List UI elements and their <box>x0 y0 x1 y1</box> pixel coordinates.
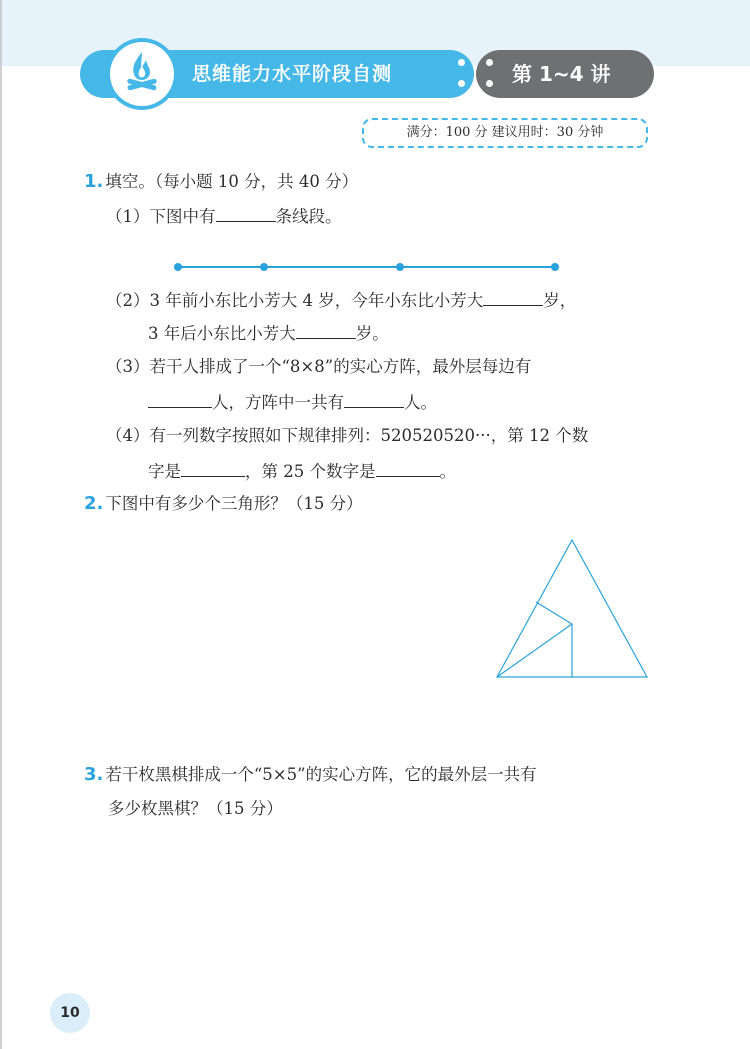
answer-blank[interactable] <box>483 287 543 306</box>
answer-blank[interactable] <box>216 203 276 222</box>
question-text: 下图中有多少个三角形？（15 分） <box>105 494 363 513</box>
part-text: 岁。 <box>355 324 389 343</box>
question-number: 3. <box>84 764 104 785</box>
part-text: 。 <box>439 462 456 481</box>
question-number: 2. <box>84 493 104 514</box>
question-2-title <box>84 492 363 516</box>
header-dot <box>458 59 465 66</box>
header-dot <box>458 80 465 87</box>
page-number: 10 <box>50 993 90 1033</box>
part-text: （4）有一列数字按照如下规律排列：520520520···，第 12 个数 <box>106 426 589 445</box>
part-text: （3）若干人排成了一个“8×8”的实心方阵，最外层每边有 <box>106 357 532 376</box>
part-text: （2）3 年前小东比小芳大 4 岁，今年小东比小芳大 <box>106 291 484 310</box>
part-text: 人。 <box>404 393 437 412</box>
line-segment-figure <box>170 257 570 277</box>
question-1-title <box>84 170 358 194</box>
triangle-figure <box>492 537 652 682</box>
segment-point <box>174 263 182 271</box>
answer-blank[interactable] <box>148 389 212 408</box>
part-text: （1）下图中有 <box>106 207 216 226</box>
campfire-icon <box>110 42 174 106</box>
question-3-cont <box>108 797 283 821</box>
header-lecture: 第 1~4 讲 <box>512 62 611 86</box>
part-text: 岁， <box>543 291 577 310</box>
answer-blank[interactable] <box>181 458 245 477</box>
question-1-part-4-cont <box>148 458 456 484</box>
question-1-part-3-cont <box>148 389 437 415</box>
part-text: 3 年后小东比小芳大 <box>148 324 296 343</box>
score-info-box: 满分：100 分 建议用时：30 分钟 <box>362 118 648 148</box>
header-dot <box>486 59 493 66</box>
segment-point <box>260 263 268 271</box>
question-1-part-3 <box>106 355 531 379</box>
question-number: 1. <box>84 171 104 192</box>
question-1-part-2 <box>106 287 576 313</box>
segment-point <box>396 263 404 271</box>
question-1-part-2-cont <box>148 320 389 346</box>
page-edge <box>0 0 2 1049</box>
header-title: 思维能力水平阶段自测 <box>192 63 393 85</box>
part-text: 条线段。 <box>275 207 342 226</box>
inner-line <box>536 602 572 624</box>
answer-blank[interactable] <box>344 389 404 408</box>
inner-line <box>497 624 572 677</box>
part-text: ，第 25 个数字是 <box>245 462 376 481</box>
question-1-part-4 <box>106 424 588 448</box>
answer-blank[interactable] <box>376 458 440 477</box>
part-text: 字是 <box>148 462 181 481</box>
segment-point <box>551 263 559 271</box>
question-text: 若干枚黑棋排成一个“5×5”的实心方阵，它的最外层一共有 <box>105 765 537 784</box>
part-text: 人，方阵中一共有 <box>212 393 344 412</box>
question-text: 填空。（每小题 10 分，共 40 分） <box>105 172 359 191</box>
header-dot <box>486 80 493 87</box>
answer-blank[interactable] <box>296 320 356 339</box>
question-1-part-1 <box>106 203 342 229</box>
question-3-title <box>84 763 537 787</box>
question-text: 多少枚黑棋？（15 分） <box>108 799 283 818</box>
